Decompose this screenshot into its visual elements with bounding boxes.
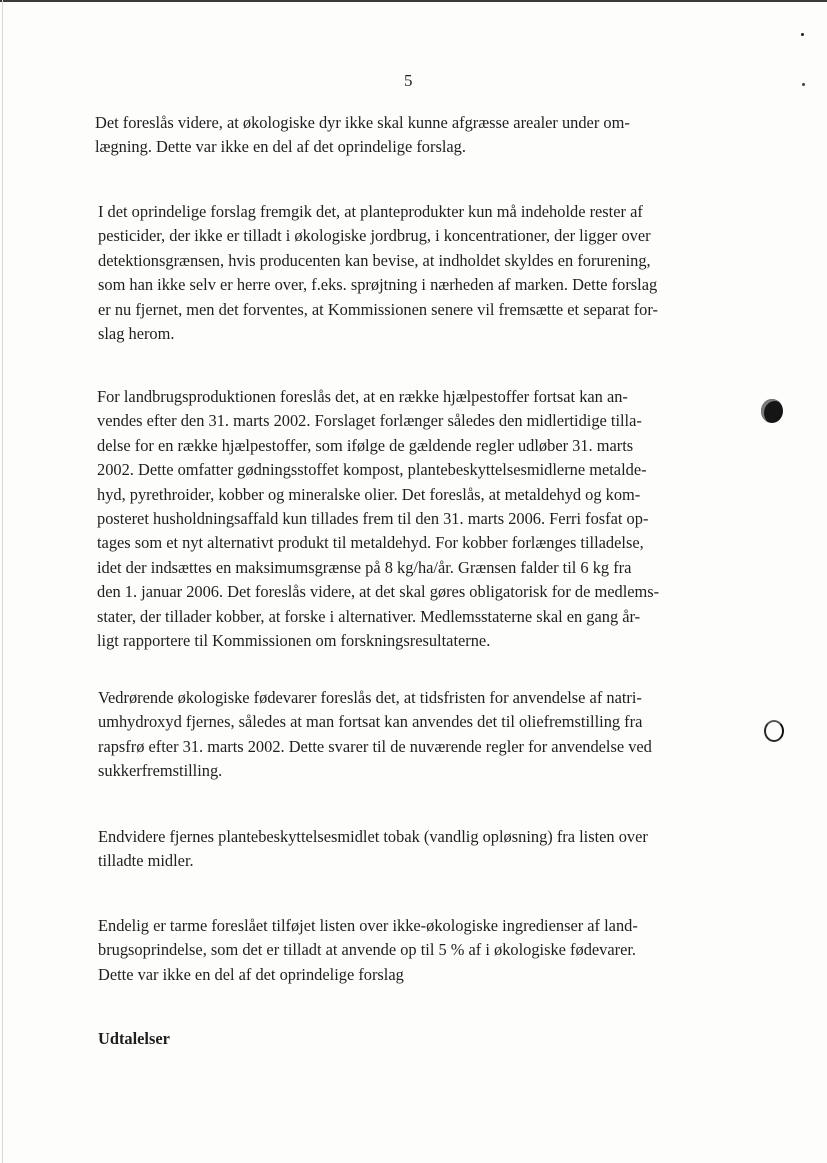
text-line: brugsoprindelse, som det er tilladt at anvende op til 5 % af i økologiske fødevarer. bbox=[98, 940, 637, 960]
text-line: 2002. Dette omfatter gødningsstoffet kompost, plantebeskyttelsesmidlerne metalde- bbox=[97, 460, 647, 480]
paragraph-pesticide-residues bbox=[98, 200, 734, 346]
text-line: detektionsgrænsen, hvis producenten kan bevise, at indholdet skyldes en forurening, bbox=[98, 250, 651, 270]
text-line: stater, der tillader kobber, at forske i alternativer. Medlemsstaterne skal en gang år- bbox=[97, 606, 641, 626]
scan-edge-left bbox=[2, 0, 3, 1163]
text-line: den 1. januar 2006. Det foreslås videre, at det skal gøres obligatorisk for de medlems- bbox=[97, 582, 660, 602]
text-line: Vedrørende økologiske fødevarer foreslås det, at tidsfristen for anvendelse af natri- bbox=[98, 688, 642, 707]
text-line: vendes efter den 31. marts 2002. Forslaget forlænger således den midlertidige tilla- bbox=[97, 411, 642, 431]
text-line: hyd, pyrethroider, kobber og mineralske olier. Det foreslås, at metaldehyd og kom- bbox=[97, 484, 641, 504]
text-line: lægning. Dette var ikke en del af det oprindelige forslag. bbox=[95, 137, 466, 157]
paragraph-casings-ingredients bbox=[98, 914, 734, 987]
text-line: Endelig er tarme foreslået tilføjet listen over ikke-økologiske ingredienser af land- bbox=[98, 916, 638, 935]
scan-speck bbox=[801, 33, 804, 36]
page-number: 5 bbox=[404, 71, 413, 90]
text-line: I det oprindelige forslag fremgik det, at planteprodukter kun må indeholde rester af bbox=[98, 202, 643, 221]
scan-speck bbox=[802, 83, 805, 86]
text-line: tilladte midler. bbox=[98, 851, 194, 871]
text-line: pesticider, der ikke er tilladt i økologiske jordbrug, i koncentrationer, der ligger over bbox=[98, 226, 651, 246]
punch-hole-mark bbox=[764, 720, 784, 742]
text-line: som han ikke selv er herre over, f.eks. sprøjtning i nærheden af marken. Dette forslag bbox=[98, 275, 658, 295]
paragraph-sodium-hydroxide bbox=[98, 686, 734, 784]
text-line: idet der indsættes en maksimumsgrænse på 8 kg/ha/år. Grænsen falder til 6 kg fra bbox=[97, 557, 632, 577]
paragraph-tobacco-removal bbox=[98, 825, 734, 874]
text-line: Dette var ikke en del af det oprindelige forslag bbox=[98, 964, 404, 984]
paragraph-agricultural-auxiliaries bbox=[97, 385, 733, 653]
text-line: umhydroxyd fjernes, således at man fortsat kan anvendes det til oliefremstilling fra bbox=[98, 712, 643, 732]
text-line: Det foreslås videre, at økologiske dyr ikke skal kunne afgræsse arealer under om- bbox=[95, 113, 630, 132]
text-line: delse for en række hjælpestoffer, som ifølge de gældende regler udløber 31. marts bbox=[97, 435, 634, 455]
paragraph-organic-animals bbox=[95, 111, 731, 160]
text-line: sukkerfremstilling. bbox=[98, 761, 223, 781]
text-line: slag herom. bbox=[98, 324, 175, 344]
scan-edge-top bbox=[0, 0, 827, 2]
section-heading: Udtalelser bbox=[98, 1029, 170, 1048]
text-line: Endvidere fjernes plantebeskyttelsesmidlet tobak (vandlig opløsning) fra listen over bbox=[98, 827, 648, 846]
text-line: ligt rapportere til Kommissionen om forskningsresultaterne. bbox=[97, 631, 491, 651]
text-line: For landbrugsproduktionen foreslås det, at en række hjælpestoffer fortsat kan an- bbox=[97, 387, 628, 406]
text-line: rapsfrø efter 31. marts 2002. Dette svarer til de nuværende regler for anvendelse ved bbox=[98, 736, 652, 756]
punch-hole-mark bbox=[761, 399, 783, 423]
text-line: tages som et nyt alternativt produkt til metaldehyd. For kobber forlænges tilladelse, bbox=[97, 533, 644, 553]
text-line: er nu fjernet, men det forventes, at Kommissionen senere vil fremsætte et separat for- bbox=[98, 299, 658, 319]
text-line: posteret husholdningsaffald kun tillades frem til den 31. marts 2006. Ferri fosfat op- bbox=[97, 509, 649, 529]
